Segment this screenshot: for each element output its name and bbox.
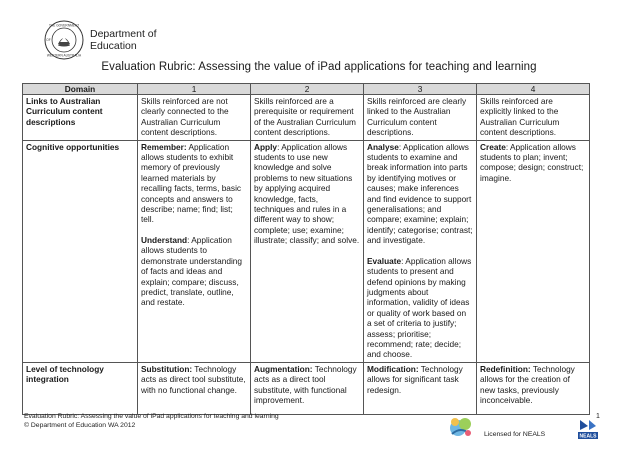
page-title: Evaluation Rubric: Assessing the value of iPad applications for teaching and learning: [101, 61, 537, 73]
cell-lead-remember: Remember:: [141, 141, 187, 152]
table-cell: Skills reinforced are not clearly connected to the Australian Curriculum content descriptions.: [138, 95, 251, 141]
footer-title: Evaluation Rubric: Assessing the value of iPad applications for teaching and learning: [24, 413, 279, 420]
page-number: 1: [596, 413, 600, 420]
row-domain-cognitive-opportunities: Cognitive opportunities: [23, 140, 138, 362]
department-line-2: Education: [90, 40, 137, 52]
cell-text: : Application allows students to demonstrate understanding of facts and ideas and explain; compare; discuss, predict, translate, outline, and restate.: [141, 234, 243, 308]
neals-logo-text: NEALS: [579, 433, 597, 440]
row-domain-technology-integration: Level of technology integration: [23, 362, 138, 414]
column-header-domain: Domain: [23, 84, 138, 95]
neals-logo-icon: [577, 418, 599, 440]
wa-government-seal-icon: [44, 20, 84, 60]
cell-text: Application allows students to exhibit memory of previously learned materials by recalling facts, terms, basic concepts and answers to describe; name; find; list; tell.: [141, 141, 242, 225]
cell-lead-modification: Modification:: [367, 363, 419, 374]
table-row: [23, 362, 590, 414]
cell-text: Technology allows for significant task redesign.: [367, 363, 463, 395]
column-header-level-2: 2: [251, 84, 364, 95]
cell-text: Technology acts as direct tool substitute, with no functional change.: [141, 363, 246, 395]
cell-text: : Application allows students to plan; invent; compose; design; construct; imagine.: [480, 141, 584, 183]
rubric-table: [22, 83, 590, 415]
cell-lead-augmentation: Augmentation:: [254, 363, 313, 374]
table-cell: [138, 140, 251, 362]
footer-copyright: © Department of Education WA 2012: [24, 421, 136, 429]
cell-lead-analyse: Analyse: [367, 141, 399, 152]
cell-text: Technology acts as a direct tool substitute, with functional improvement.: [254, 363, 357, 405]
column-header-level-1: 1: [138, 84, 251, 95]
department-header: [44, 18, 157, 62]
ipad-apps-logo-icon: [446, 412, 476, 442]
table-cell: [477, 140, 590, 362]
column-header-level-4: 4: [477, 84, 590, 95]
table-row: [23, 95, 590, 141]
cell-lead-create: Create: [480, 141, 506, 152]
cell-lead-evaluate: Evaluate: [367, 255, 402, 266]
column-header-level-3: 3: [364, 84, 477, 95]
row-domain-curriculum-links: Links to Australian Curriculum content descriptions: [23, 95, 138, 141]
table-cell: Skills reinforced are a prerequisite or requirement of the Australian Curriculum content descriptions.: [251, 95, 364, 141]
cell-text: Technology allows for the creation of new tasks, previously inconceivable.: [480, 363, 575, 405]
table-cell: [251, 140, 364, 362]
seal-left-text: OF: [46, 38, 51, 42]
cell-text: : Application allows students to present and defend opinions by making judgments about information, validity of ideas or quality of work based on a set of criteria to justify; assess; prioritise; recommend; rate; decide; and choose.: [367, 255, 472, 360]
table-cell: [364, 140, 477, 362]
cell-lead-substitution: Substitution:: [141, 363, 193, 374]
cell-text: : Application allows students to use new knowledge and solve problems to new situations by applying acquired knowledge, facts, techniques and rules in a different way to show; complete; use; examine; illustrate; classify; and solve.: [254, 141, 360, 246]
table-cell: [364, 362, 477, 414]
department-line-1: Department of: [90, 28, 157, 40]
table-cell: [251, 362, 364, 414]
table-cell: Skills reinforced are clearly linked to the Australian Curriculum content descriptions.: [364, 95, 477, 141]
cell-lead-apply: Apply: [254, 141, 278, 152]
cell-lead-understand: Understand: [141, 234, 188, 245]
table-cell: [138, 362, 251, 414]
cell-lead-redefinition: Redefinition:: [480, 363, 531, 374]
table-cell: Skills reinforced are explicitly linked to the Australian Curriculum content descriptions.: [477, 95, 590, 141]
department-name: [90, 28, 157, 52]
table-header-row: [23, 84, 590, 95]
licensed-text: Licensed for NEALS: [484, 431, 546, 438]
table-row: [23, 140, 590, 362]
seal-bottom-text: WESTERN AUSTRALIA: [46, 53, 82, 58]
seal-top-text: THE GOVERNMENT: [48, 23, 80, 28]
page-footer: [24, 413, 279, 430]
cell-text: : Application allows students to examine and break information into parts by identifying motives or causes; make inferences and find evidence to support generalisations; and compare; examine; explain; identify; categorise; contrast; and investigate.: [367, 141, 473, 246]
table-cell: [477, 362, 590, 414]
